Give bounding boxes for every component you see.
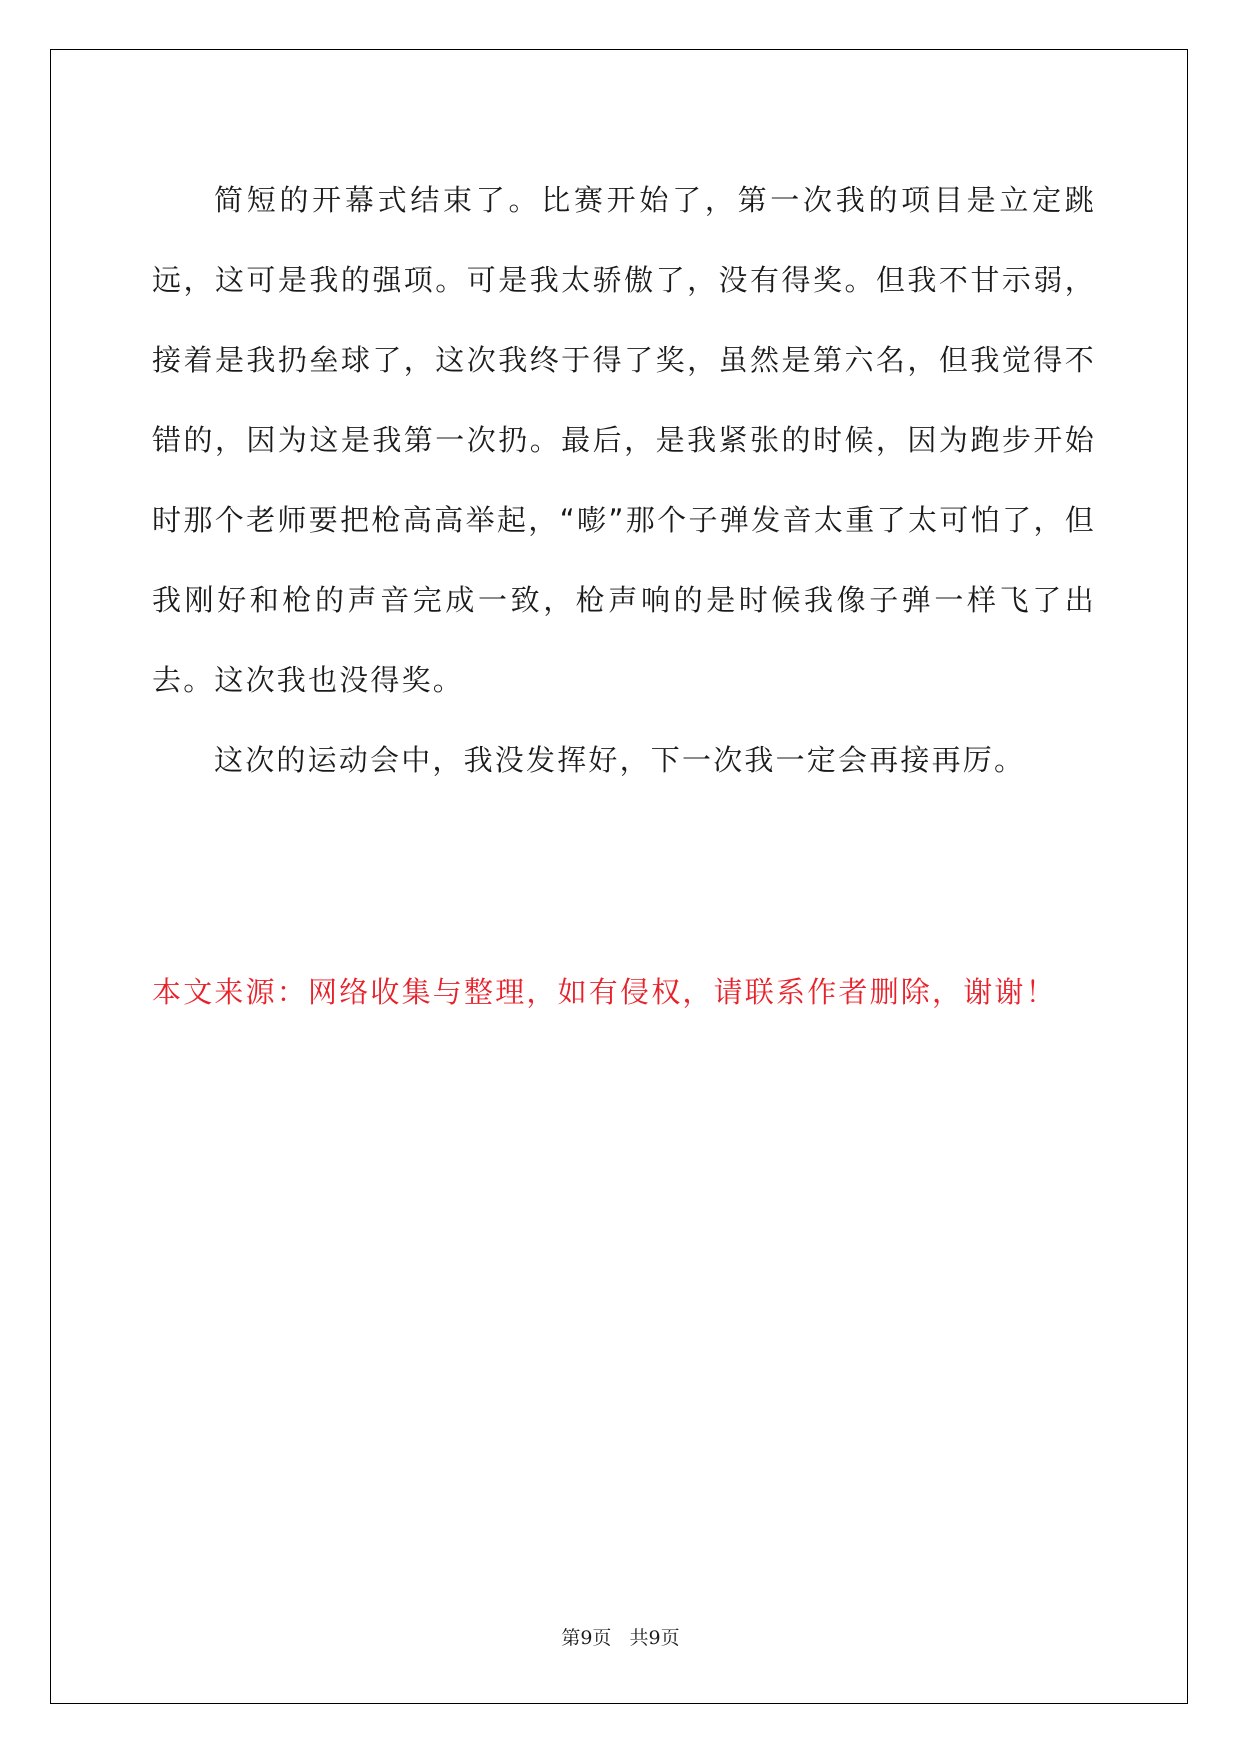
paragraph-2: 这次的运动会中，我没发挥好，下一次我一定会再接再厉。	[214, 743, 1026, 777]
source-note: 本文来源：网络收集与整理，如有侵权，请联系作者删除，谢谢！	[152, 975, 1057, 1009]
paragraph-1: 简短的开幕式结束了。比赛开始了，第一次我的项目是立定跳远，这可是我的强项。可是我太骄傲了，没有得奖。但我不甘示弱，接着是我扔垒球了，这次我终于得了奖，虽然是第六名，但我觉得不错的，因为这是我第一次扔。最后，是我紧张的时候，因为跑步开始时那个老师要把枪高高举起，“嘭”那个子弹发音太重了太可怕了，但我刚好和枪的声音完成一致，枪声响的是时候我像子弹一样飞了出去。这次我也没得奖。	[152, 183, 1096, 697]
document-body	[152, 160, 1096, 800]
page-footer: 第9页 共9页	[561, 1627, 680, 1649]
